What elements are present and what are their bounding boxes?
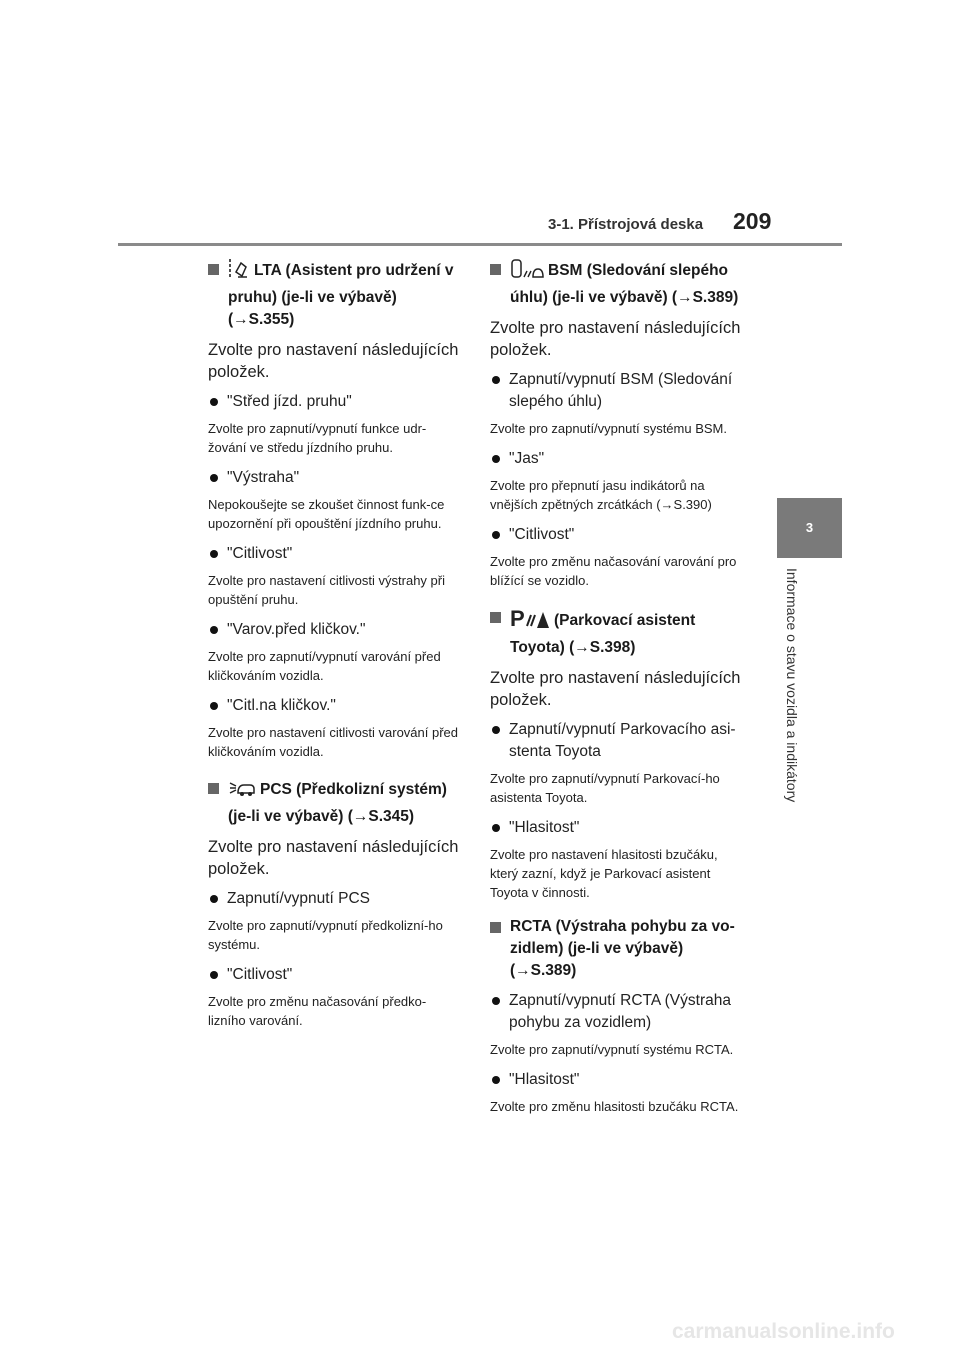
lta-desc-5: Zvolte pro nastavení citlivosti varování před kličkováním vozidla.: [208, 725, 459, 759]
section-marker: [490, 612, 501, 623]
left-column: [208, 258, 460, 1040]
lta-item-3: "Citlivost": [208, 543, 460, 565]
pcs-item-1: Zapnutí/vypnutí PCS: [208, 888, 460, 910]
lane-tracing-icon: [228, 258, 250, 287]
parking-desc-1: Zvolte pro zapnutí/vypnutí Parkovací-ho asistenta Toyota.: [490, 771, 720, 805]
section-marker: [208, 783, 219, 794]
right-column: [490, 258, 742, 1126]
rcta-item-2: "Hlasitost": [490, 1069, 742, 1091]
parking-intro: Zvolte pro nastavení následujících položek.: [490, 669, 741, 709]
lta-item-2: "Výstraha": [208, 467, 460, 489]
lta-heading: LTA (Asistent pro udržení v pruhu) (je-li ve výbavě) (→S.355): [208, 258, 460, 331]
svg-text:P: P: [510, 606, 525, 630]
lta-desc-3: Zvolte pro nastavení citlivosti výstrahy při opuštění pruhu.: [208, 573, 445, 607]
bsm-item-3: "Citlivost": [490, 524, 742, 546]
page-number: 209: [733, 208, 772, 234]
rcta-heading: RCTA (Výstraha pohybu za vo-zidlem) (je-li ve výbavě) (→S.389): [490, 916, 742, 982]
watermark: carmanualsonline.info: [672, 1320, 895, 1343]
parking-heading: P (Parkovací asistent Toyota) (→S.398): [490, 606, 742, 659]
section-marker: [490, 922, 501, 933]
section-marker: [208, 264, 219, 275]
bsm-heading: BSM (Sledování slepého úhlu) (je-li ve výbavě) (→S.389): [490, 258, 742, 309]
pcs-desc-2: Zvolte pro změnu načasování předko-lizního varování.: [208, 994, 427, 1028]
header-rule: [118, 243, 842, 246]
rcta-desc-2: Zvolte pro změnu hlasitosti bzučáku RCTA.: [490, 1099, 739, 1114]
pcs-intro: Zvolte pro nastavení následujících položek.: [208, 838, 459, 878]
lta-desc-1: Zvolte pro zapnutí/vypnutí funkce udr-žování ve středu jízdního pruhu.: [208, 421, 427, 455]
pcs-heading: PCS (Předkolizní systém) (je-li ve výbavě) (→S.345): [208, 777, 460, 828]
header-section-title: 3-1. Přístrojová deska: [548, 216, 704, 233]
bsm-item-2: "Jas": [490, 448, 742, 470]
lta-item-5: "Citl.na kličkov.": [208, 695, 460, 717]
pre-collision-icon: [228, 777, 256, 806]
rcta-item-1: Zapnutí/vypnutí RCTA (Výstraha pohybu za vozidlem): [490, 990, 742, 1034]
chapter-tab-number: 3: [805, 520, 814, 535]
parking-item-2: "Hlasitost": [490, 817, 742, 839]
lta-item-4: "Varov.před kličkov.": [208, 619, 460, 641]
bsm-desc-3: Zvolte pro změnu načasování varování pro blížící se vozidlo.: [490, 554, 737, 588]
bsm-desc-2: Zvolte pro přepnutí jasu indikátorů na vnějších zpětných zrcátkách (→S.390): [490, 478, 712, 512]
bsm-intro: Zvolte pro nastavení následujících položek.: [490, 319, 741, 359]
lta-item-1: "Střed jízd. pruhu": [208, 391, 460, 413]
parking-desc-2: Zvolte pro nastavení hlasitosti bzučáku, který zazní, když je Parkovací asistent Toyota v činnosti.: [490, 847, 718, 900]
bsm-desc-1: Zvolte pro zapnutí/vypnutí systému BSM.: [490, 421, 727, 436]
section-marker: [490, 264, 501, 275]
bsm-item-1: Zapnutí/vypnutí BSM (Sledování slepého úhlu): [490, 369, 742, 413]
lta-desc-4: Zvolte pro zapnutí/vypnutí varování před kličkováním vozidla.: [208, 649, 441, 683]
parking-item-1: Zapnutí/vypnutí Parkovacího asi-stenta Toyota: [490, 719, 742, 763]
rcta-desc-1: Zvolte pro zapnutí/vypnutí systému RCTA.: [490, 1042, 734, 1057]
parking-assist-icon: [510, 606, 550, 637]
lta-intro: Zvolte pro nastavení následujících položek.: [208, 341, 459, 381]
lta-desc-2: Nepokoušejte se zkoušet činnost funk-ce upozornění při opouštění jízdního pruhu.: [208, 497, 445, 531]
blind-spot-icon: [510, 258, 544, 287]
pcs-desc-1: Zvolte pro zapnutí/vypnutí předkolizní-ho systému.: [208, 918, 443, 952]
pcs-item-2: "Citlivost": [208, 964, 460, 986]
chapter-tab-label: Informace o stavu vozidla a indikátory: [784, 568, 800, 803]
